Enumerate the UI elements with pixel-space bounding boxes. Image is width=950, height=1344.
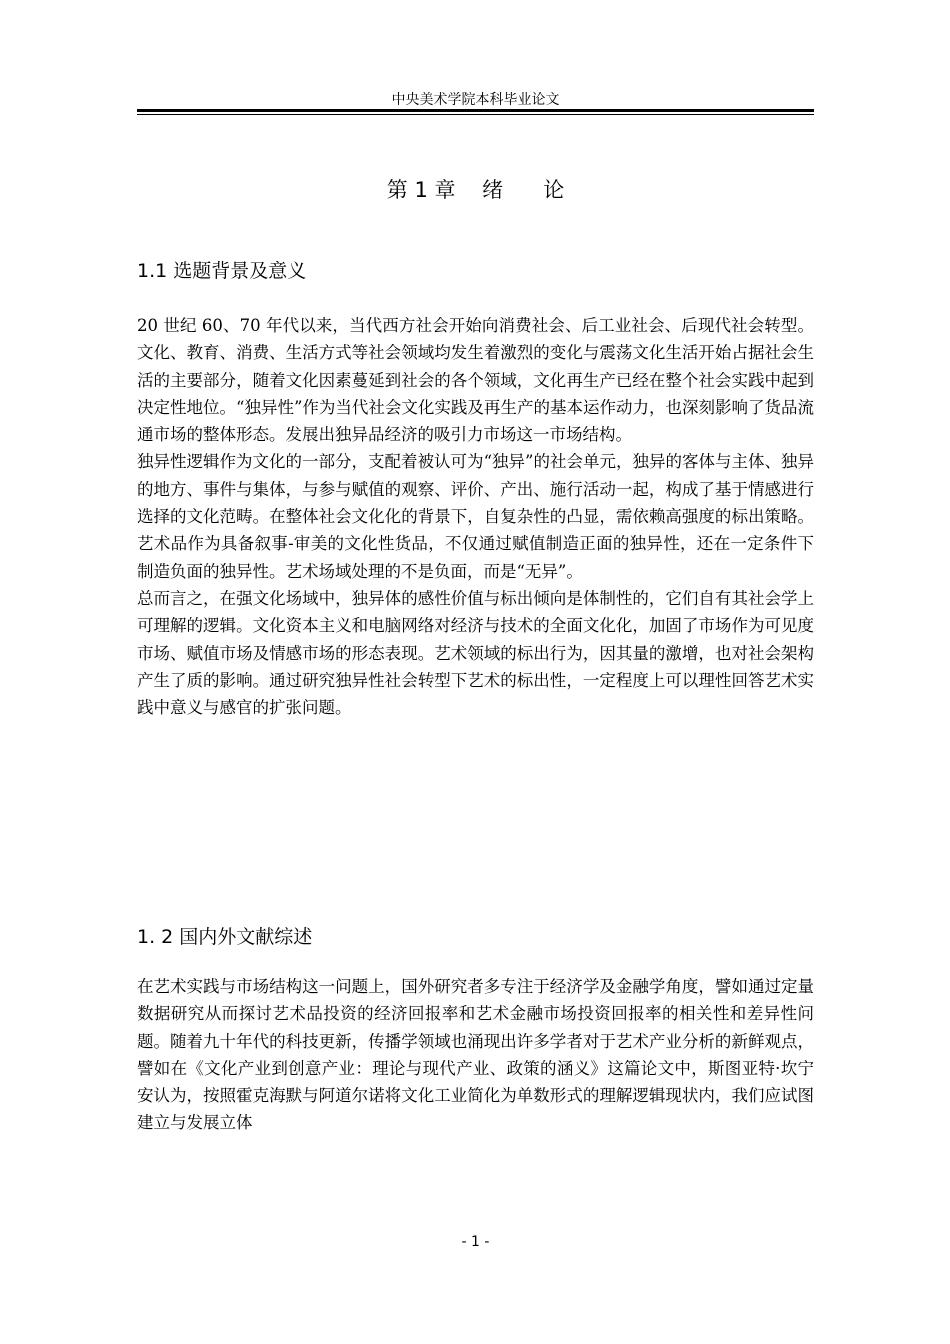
paragraph: 总而言之，在强文化场域中，独异体的感性价值与标出倾向是体制性的，它们自有其社会学上可理解的逻辑。文化资本主义和电脑网络对经济与技术的全面文化化，加固了市场作为可见度市场、赋值市场及情感市场的形态表现。艺术领域的标出行为，因其量的激增，也对社会架构产生了质的影响。通过研究独异性社会转型下艺术的标出性，一定程度上可以理性回答艺术实践中意义与感官的扩张问题。 [137, 588, 814, 718]
section-1-2-body [137, 973, 814, 1137]
running-header: 中央美术学院本科毕业论文 [391, 92, 560, 108]
header-rule-thin [137, 114, 814, 115]
section-heading-1-1: 1.1 选题背景及意义 [137, 260, 307, 282]
section-heading-1-2: 1. 2 国内外文献综述 [137, 926, 313, 948]
section-1-1-body [137, 312, 814, 721]
paragraph: 20 世纪 60、70 年代以来，当代西方社会开始向消费社会、后工业社会、后现代社会转型。文化、教育、消费、生活方式等社会领域均发生着激烈的变化与震荡文化生活开始占据社会生活的主要部分，随着文化因素蔓延到社会的各个领域，文化再生产已经在整个社会实践中起到决定性地位。“独异性”作为当代社会文化实践及再生产的基本运作动力，也深刻影响了货品流通市场的整体形态。发展出独异品经济的吸引力市场这一市场结构。 [137, 316, 814, 445]
paragraph: 在艺术实践与市场结构这一问题上，国外研究者多专注于经济学及金融学角度，譬如通过定量数据研究从而探讨艺术品投资的经济回报率和艺术金融市场投资回报率的相关性和差异性问题。随着九十年代的科技更新，传播学领域也涌现出许多学者对于艺术产业分析的新鲜观点，譬如在《文化产业到创意产业：理论与现代产业、政策的涵义》这篇论文中，斯图亚特·坎宁安认为，按照霍克海默与阿道尔诺将文化工业简化为单数形式的理解逻辑现状内，我们应试图建立与发展立体 [137, 977, 814, 1133]
page-number: - 1 - [461, 1234, 490, 1250]
header-rule-thick [137, 109, 814, 112]
paragraph: 独异性逻辑作为文化的一部分，支配着被认可为“独异”的社会单元，独异的客体与主体、独异的地方、事件与集体，与参与赋值的观察、评价、产出、施行活动一起，构成了基于情感进行选择的文化范畴。在整体社会文化化的背景下，自复杂性的凸显，需依赖高强度的标出策略。艺术品作为具备叙事-审美的文化性货品，不仅通过赋值制造正面的独异性，还在一定条件下制造负面的独异性。艺术场域处理的不是负面，而是“无异”。 [137, 452, 814, 581]
chapter-title: 第 1 章 绪 论 [386, 178, 565, 202]
